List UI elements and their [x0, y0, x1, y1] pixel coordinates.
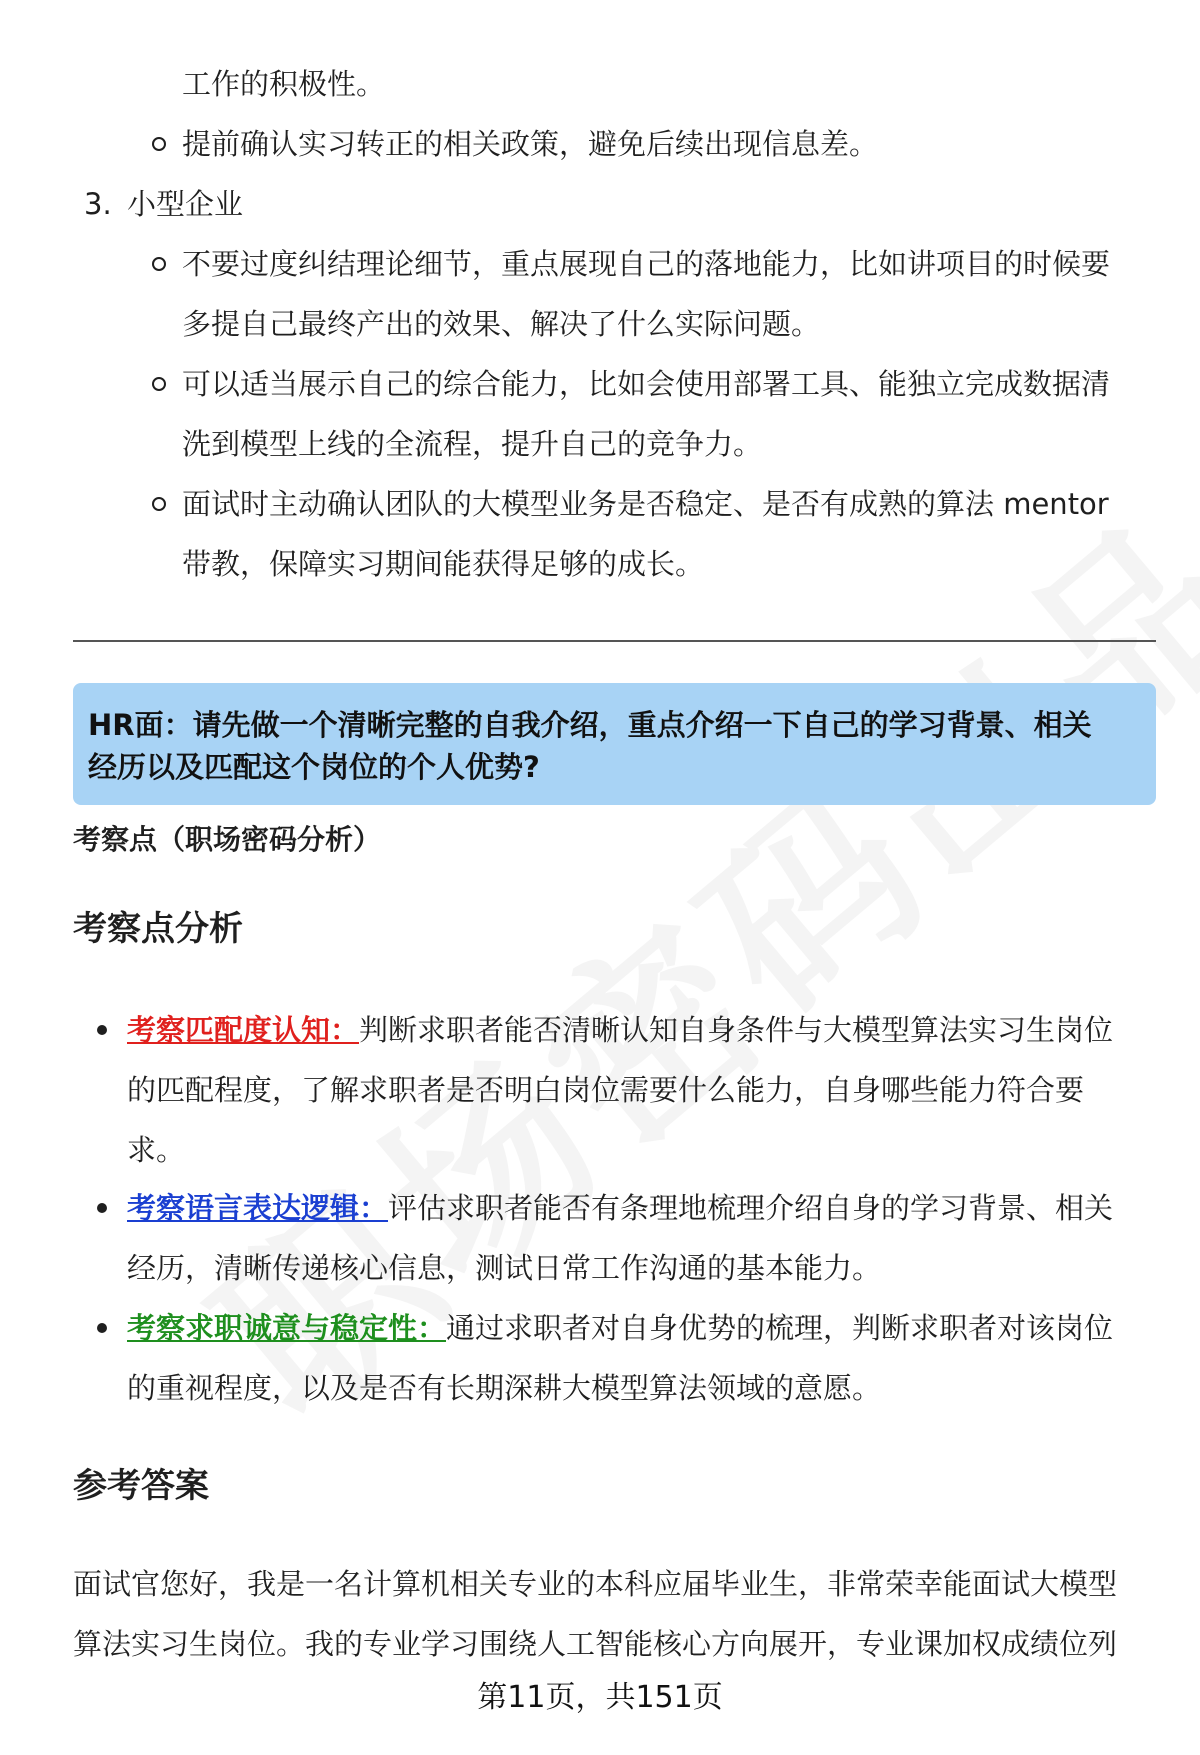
list-item-text: 洗到模型上线的全流程，提升自己的竞争力。 [182, 427, 763, 461]
circle-bullet-icon [152, 377, 166, 391]
analysis-text: 经历，清晰传递核心信息，测试日常工作沟通的基本能力。 [127, 1251, 882, 1285]
analysis-text: 求。 [127, 1133, 186, 1167]
list-item-text: 面试时主动确认团队的大模型业务是否稳定、是否有成熟的算法 mentor [182, 487, 1109, 521]
list-item-text: 不要过度纠结理论细节，重点展现自己的落地能力，比如讲项目的时候要 [182, 247, 1111, 281]
bullet-icon [97, 1025, 107, 1035]
page-footer: 第11页，共151页 [477, 1680, 723, 1715]
answer-text: 算法实习生岗位。我的专业学习围绕人工智能核心方向展开，专业课加权成绩位列 [73, 1627, 1118, 1661]
list-item-text: 带教，保障实习期间能获得足够的成长。 [182, 547, 705, 581]
bullet-icon [97, 1203, 107, 1213]
answer-heading: 参考答案 [73, 1466, 209, 1506]
analysis-heading: 考察点分析 [73, 909, 243, 949]
question-text: HR面：请先做一个清晰完整的自我介绍，重点介绍一下自己的学习背景、相关 [88, 708, 1092, 742]
answer-text: 面试官您好，我是一名计算机相关专业的本科应届毕业生，非常荣幸能面试大模型 [73, 1567, 1118, 1601]
circle-bullet-icon [152, 497, 166, 511]
list-continuation-text: 工作的积极性。 [182, 67, 386, 101]
analysis-text: 评估求职者能否有条理地梳理介绍自身的学习背景、相关 [388, 1191, 1114, 1225]
analysis-item-line [127, 1010, 1113, 1050]
section-divider [73, 640, 1156, 642]
analysis-item-line [127, 1188, 1113, 1228]
section-label: 考察点（职场密码分析） [73, 823, 382, 856]
list-item-title: 小型企业 [127, 187, 244, 221]
list-item-text: 提前确认实习转正的相关政策，避免后续出现信息差。 [182, 127, 879, 161]
circle-bullet-icon [152, 257, 166, 271]
list-item-text: 可以适当展示自己的综合能力，比如会使用部署工具、能独立完成数据清 [182, 367, 1111, 401]
analysis-text: 的匹配程度，了解求职者是否明白岗位需要什么能力，自身哪些能力符合要 [127, 1073, 1085, 1107]
question-text: 经历以及匹配这个岗位的个人优势? [88, 750, 540, 784]
analysis-label: 考察语言表达逻辑： [127, 1191, 389, 1225]
analysis-text: 通过求职者对自身优势的梳理，判断求职者对该岗位 [446, 1311, 1114, 1345]
analysis-text: 的重视程度，以及是否有长期深耕大模型算法领域的意愿。 [127, 1371, 882, 1405]
analysis-item-line [127, 1308, 1113, 1348]
analysis-label: 考察匹配度认知： [127, 1013, 360, 1047]
list-item-text: 多提自己最终产出的效果、解决了什么实际问题。 [182, 307, 821, 341]
analysis-label: 考察求职诚意与稳定性： [127, 1311, 447, 1345]
circle-bullet-icon [152, 137, 166, 151]
list-number: 3. [84, 187, 112, 221]
analysis-text: 判断求职者能否清晰认知自身条件与大模型算法实习生岗位 [359, 1013, 1114, 1047]
bullet-icon [97, 1323, 107, 1333]
